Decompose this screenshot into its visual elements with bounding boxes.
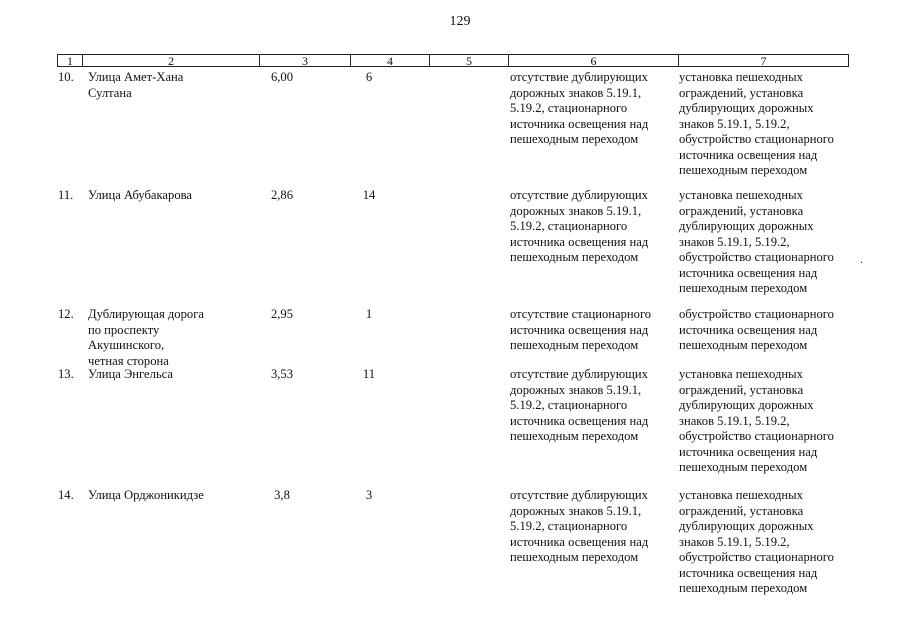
street-name-line: Дублирующая дорога <box>88 307 204 321</box>
deficiency-line: пешеходным переходом <box>510 429 639 443</box>
row-number: 12. <box>58 307 74 321</box>
count-value: 3 <box>365 488 373 502</box>
measures-line: пешеходным переходом <box>679 581 808 595</box>
deficiency-text <box>510 367 671 445</box>
deficiency-text <box>510 307 671 354</box>
measures-line: ограждений, установка <box>679 203 804 218</box>
street-name-line: по проспекту <box>88 322 160 337</box>
count-value: 11 <box>362 367 376 381</box>
measures-text <box>679 488 847 597</box>
measures-line: источника освещения над <box>679 265 818 280</box>
street-name-line: Акушинского, <box>88 338 165 352</box>
street-name <box>88 70 218 101</box>
measures-line: дублирующих дорожных <box>679 101 814 115</box>
measures-line: обустройство стационарного <box>679 429 834 443</box>
length-value: 3,53 <box>270 367 294 381</box>
measures-line: обустройство стационарного <box>679 132 834 146</box>
measures-text <box>679 188 847 297</box>
header-col-6: 6 <box>590 54 597 68</box>
header-col-2: 2 <box>168 54 174 68</box>
deficiency-line: 5.19.2, стационарного <box>510 398 628 412</box>
header-col-7: 7 <box>760 54 767 68</box>
measures-text <box>679 70 847 179</box>
measures-line: дублирующих дорожных <box>679 519 814 533</box>
deficiency-line: 5.19.2, стационарного <box>510 219 628 233</box>
measures-line: знаков 5.19.1, 5.19.2, <box>679 234 790 249</box>
measures-text <box>679 307 847 354</box>
measures-line: знаков 5.19.1, 5.19.2, <box>679 534 790 549</box>
deficiency-line: 5.19.2, стационарного <box>510 519 628 533</box>
measures-line: дублирующих дорожных <box>679 398 814 412</box>
measures-line: установка пешеходных <box>679 70 803 84</box>
page-number: 129 <box>449 14 471 29</box>
measures-line: пешеходным переходом <box>679 281 808 295</box>
row-number: 14. <box>58 488 74 502</box>
street-name <box>88 188 218 204</box>
count-value: 14 <box>362 188 376 202</box>
deficiency-line: источника освещения над <box>510 322 649 337</box>
deficiency-text <box>510 488 671 566</box>
measures-line: установка пешеходных <box>679 488 803 502</box>
street-name-line: Улица Амет-Хана <box>88 70 184 84</box>
deficiency-text <box>510 70 671 148</box>
measures-line: источника освещения над <box>679 147 818 162</box>
length-value: 6,00 <box>270 70 294 84</box>
measures-line: ограждений, установка <box>679 85 804 100</box>
header-col-3: 3 <box>302 54 308 68</box>
length-value: 3,8 <box>274 488 290 502</box>
deficiency-line: дорожных знаков 5.19.1, <box>510 503 642 518</box>
header-col-4: 4 <box>387 54 393 68</box>
street-name <box>88 367 218 383</box>
deficiency-line: отсутствие дублирующих <box>510 70 648 84</box>
row-number: 13. <box>58 367 74 381</box>
row-number: 11. <box>58 188 74 202</box>
deficiency-line: пешеходным переходом <box>510 550 639 564</box>
deficiency-line: отсутствие дублирующих <box>510 367 648 381</box>
measures-line: пешеходным переходом <box>679 163 808 177</box>
deficiency-line: источника освещения над <box>510 116 649 131</box>
count-value: 1 <box>365 307 373 321</box>
deficiency-line: 5.19.2, стационарного <box>510 101 628 115</box>
measures-line: ограждений, установка <box>679 382 804 397</box>
deficiency-text <box>510 188 671 266</box>
count-value: 6 <box>365 70 373 84</box>
deficiency-line: источника освещения над <box>510 413 649 428</box>
deficiency-line: источника освещения над <box>510 234 649 249</box>
deficiency-line: пешеходным переходом <box>510 132 639 146</box>
deficiency-line: отсутствие дублирующих <box>510 188 648 202</box>
measures-line: источника освещения над <box>679 444 818 459</box>
deficiency-line: источника освещения над <box>510 534 649 549</box>
margin-mark: · <box>860 258 864 269</box>
measures-line: обустройство стационарного <box>679 307 834 321</box>
deficiency-line: пешеходным переходом <box>510 338 639 352</box>
street-name-line: Султана <box>88 85 132 100</box>
street-name <box>88 307 218 369</box>
length-value: 2,86 <box>270 188 294 202</box>
deficiency-line: дорожных знаков 5.19.1, <box>510 85 642 100</box>
measures-line: установка пешеходных <box>679 367 803 381</box>
measures-line: дублирующих дорожных <box>679 219 814 233</box>
header-col-5: 5 <box>466 54 472 68</box>
table-header <box>57 54 849 67</box>
deficiency-line: пешеходным переходом <box>510 250 639 264</box>
header-col-1: 1 <box>67 54 73 68</box>
measures-line: ограждений, установка <box>679 503 804 518</box>
deficiency-line: отсутствие дублирующих <box>510 488 648 502</box>
row-number: 10. <box>58 70 74 84</box>
street-name-line: Улица Энгельса <box>88 367 174 381</box>
measures-line: источника освещения над <box>679 322 818 337</box>
measures-line: обустройство стационарного <box>679 550 834 564</box>
measures-line: обустройство стационарного <box>679 250 834 264</box>
street-name <box>88 488 218 504</box>
deficiency-line: дорожных знаков 5.19.1, <box>510 382 642 397</box>
measures-text <box>679 367 847 476</box>
deficiency-line: дорожных знаков 5.19.1, <box>510 203 642 218</box>
length-value: 2,95 <box>270 307 294 321</box>
street-name-line: Улица Абубакарова <box>88 188 192 202</box>
measures-line: источника освещения над <box>679 565 818 580</box>
measures-line: знаков 5.19.1, 5.19.2, <box>679 413 790 428</box>
deficiency-line: отсутствие стационарного <box>510 307 652 321</box>
measures-line: установка пешеходных <box>679 188 803 202</box>
street-name-line: четная сторона <box>88 353 169 368</box>
measures-line: знаков 5.19.1, 5.19.2, <box>679 116 790 131</box>
measures-line: пешеходным переходом <box>679 338 808 352</box>
street-name-line: Улица Орджоникидзе <box>88 488 204 502</box>
measures-line: пешеходным переходом <box>679 460 808 474</box>
